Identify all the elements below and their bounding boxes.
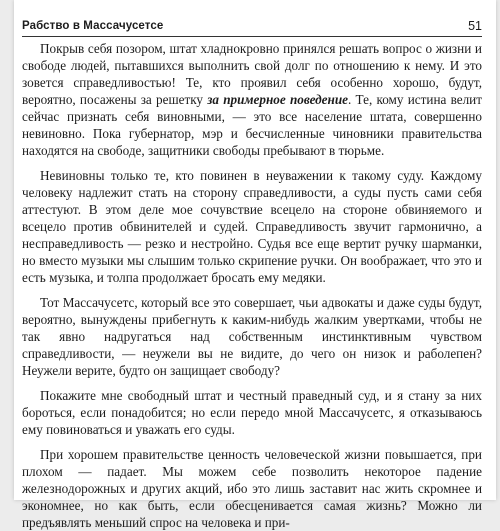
chapter-title: Рабство в Массачусетсе	[22, 20, 164, 32]
paragraph-1-text-end: . Те, кому истина велит сейчас признать себя виновными, — это все население штата, совершенно невиновно. Пока губернатор, мэр и бесчисленные чиновники правительства находятся на свободе, защитники свободы пребывают в тюрьме.	[22, 92, 482, 158]
book-page	[14, 0, 496, 530]
running-header	[22, 14, 482, 37]
paragraph-1	[22, 40, 482, 159]
page-number: 51	[468, 19, 482, 33]
paragraph-4: Покажите мне свободный штат и честный праведный суд, и я стану за них бороться, если понадобится; но если передо мной Массачусетс, я отказываюсь ему повиноваться и уважать его суды.	[22, 388, 482, 437]
paragraph-1-text: Покрыв себя позором, штат хладнокровно принялся решать вопрос о жизни и свободе людей, пытавшихся выполнить свой долг по отношению к нему. И это зовется справедливостью! Те, кто проявил себя особенно хорошо, будут, вероятно, посажены за решетку	[22, 41, 482, 107]
paragraph-3: Тот Массачусетс, который все это совершает, чьи адвокаты и даже суды будут, вероятно, вынуждены прибегнуть к каким-нибудь жалким увертками, чтобы не так явно надругаться над собственным инстинктивным чувством справедливости, — неужели вы не видите, до чего он низок и раболепен? Неужели верите, будто он защищает свободу?	[22, 295, 482, 378]
emphasized-phrase: за примерное поведение	[207, 92, 349, 107]
body-text	[22, 40, 482, 531]
paragraph-5: При хорошем правительстве ценность человеческой жизни повышается, при плохом — падает. Мы можем себе позволить некоторое падение железнодорожных и других акций, ибо это лишь заставит нас жить скромнее и экономнее, но как быть, если обесценивается самая жизнь? Можно ли предъявлять меньший спрос на человека и при-	[22, 447, 482, 530]
paragraph-2: Невиновны только те, кто повинен в неуважении к такому суду. Каждому человеку надлежит стать на сторону справедливости, а суды пусть сами себя аттестуют. В этом деле мое сочувствие всецело на стороне обвиняемого и всецело против обвинителей и судей. Справедливость звучит гармонично, а несправедливость — резко и нестройно. Судья все еще вертит ручку шарманки, но вместо музыки мы слышим только скрипение ручки. Он воображает, что это и есть музыка, и толпа продолжает бросать ему медяки.	[22, 168, 482, 285]
